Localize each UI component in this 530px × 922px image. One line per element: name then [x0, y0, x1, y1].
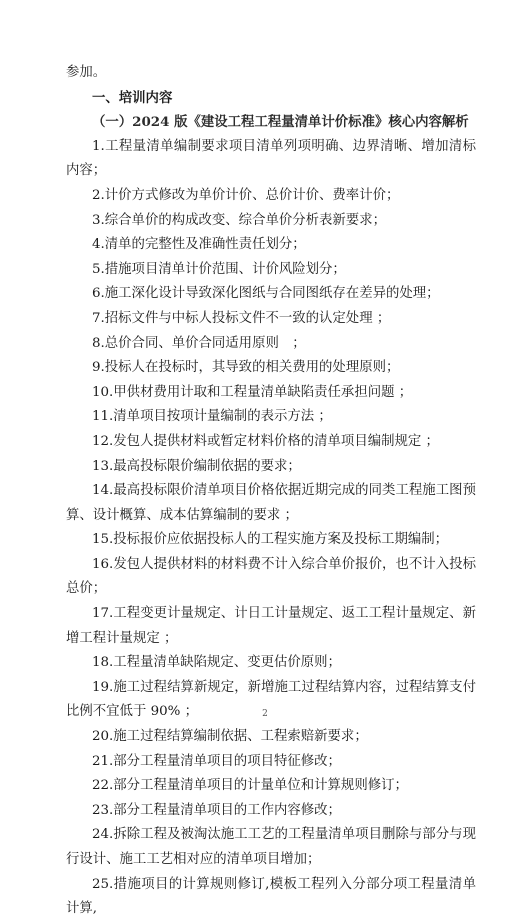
list-item: 23.部分工程量清单项目的工作内容修改； — [92, 802, 341, 818]
list-item: 21.部分工程量清单项目的项目特征修改； — [92, 753, 341, 769]
list-item: 12.发包人提供材料或暂定材料价格的清单项目编制规定 ； — [92, 433, 439, 449]
list-item: 25.措施项目的计算规则修订,模板工程列入分部分项工程量清单计算, — [66, 876, 476, 917]
list-item: 3.综合单价的构成改变、综合单价分析表新要求； — [92, 212, 386, 228]
section-heading: 一、培训内容 — [92, 89, 173, 106]
lead-text: 参加。 — [66, 65, 107, 80]
training-items-list — [66, 135, 476, 922]
list-item: 6.施工深化设计导致深化图纸与合同图纸存在差异的处理； — [92, 286, 440, 302]
list-item: 8.总价合同、单价合同适用原则 ； — [92, 335, 306, 351]
page-number: 2 — [262, 709, 268, 719]
list-item: 19.施工过程结算新规定，新增施工过程结算内容，过程结算支付比例不宜低于 90% ； — [66, 679, 476, 720]
list-item: 18.工程量清单缺陷规定、变更估价原则； — [92, 655, 341, 671]
list-item: 15.投标报价应依据投标人的工程实施方案及投标工期编制； — [92, 532, 449, 548]
list-item: 2.计价方式修改为单价计价、总价计价、费率计价； — [92, 187, 400, 203]
list-item: 14.最高投标限价清单项目价格依据近期完成的同类工程施工图预算、设计概算、成本估算编制的要求 ； — [66, 483, 476, 523]
list-item: 20.施工过程结算编制依据、工程索赔新要求； — [92, 729, 368, 745]
list-item: 11.清单项目按项计量编制的表示方法 ； — [92, 409, 332, 425]
list-item: 9.投标人在投标时，其导致的相关费用的处理原则； — [92, 360, 400, 376]
list-item: 7.招标文件与中标人投标文件不一致的认定处理 ； — [92, 310, 391, 326]
subsection-heading: （一）2024 版《建设工程工程量清单计价标准》核心内容解析 — [92, 114, 469, 131]
list-item: 16.发包人提供材料的材料费不计入综合单价报价，也不计入投标总价； — [66, 556, 476, 597]
list-item: 1.工程量清单编制要求项目清单列项明确、边界清晰、增加清标内容； — [66, 138, 476, 179]
list-item: 10.甲供材费用计取和工程量清单缺陷责任承担问题 ； — [92, 384, 413, 400]
list-item: 17.工程变更计量规定、计日工计量规定、返工工程计量规定、新增工程计量规定 ； — [66, 606, 476, 646]
list-item: 13.最高投标限价编制依据的要求； — [92, 458, 301, 474]
list-item: 4.清单的完整性及准确性责任划分； — [92, 237, 306, 253]
list-item: 5.措施项目清单计价范围、计价风险划分； — [92, 261, 346, 277]
list-item: 24.拆除工程及被淘汰施工工艺的工程量清单项目删除与部分与现行设计、施工工艺相对应的清单项目增加； — [66, 827, 476, 867]
list-item: 22.部分工程量清单项目的计量单位和计算规则修订； — [92, 778, 408, 794]
document-page — [66, 61, 476, 922]
